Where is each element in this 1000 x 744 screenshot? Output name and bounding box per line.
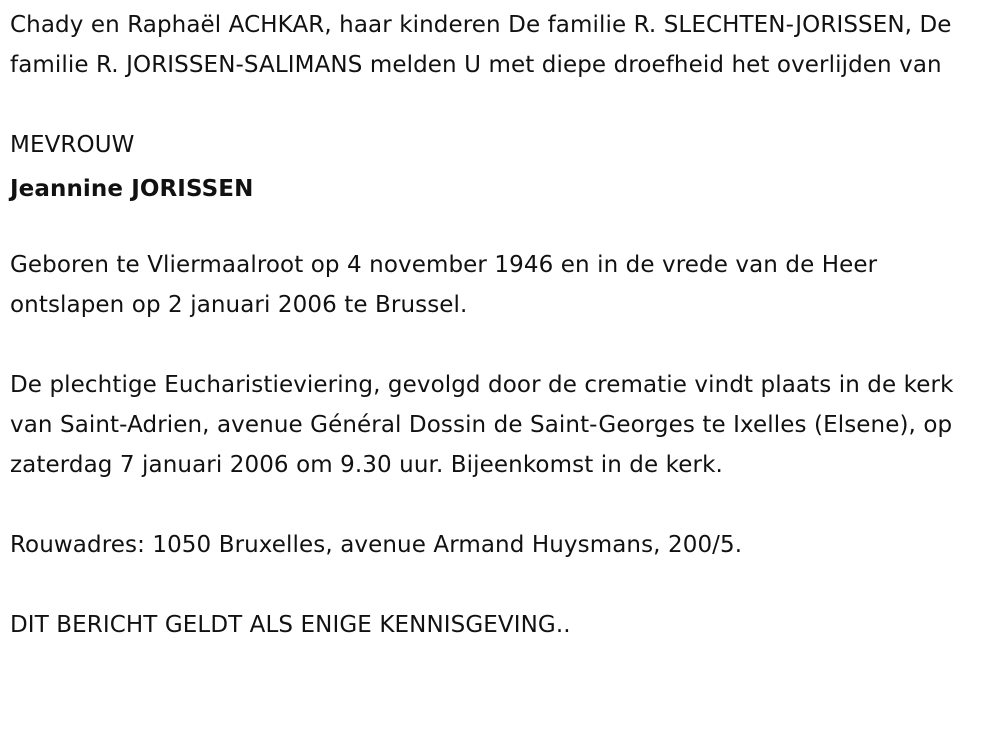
spacer: [10, 485, 990, 525]
salutation: MEVROUW: [10, 132, 135, 158]
spacer: [10, 565, 990, 605]
spacer: [10, 85, 990, 125]
deceased-name: Jeannine JORISSEN: [10, 176, 254, 202]
spacer: [10, 325, 990, 365]
death-notice: [10, 5, 990, 645]
intro-paragraph: Chady en Raphaël ACHKAR, haar kinderen De familie R. SLECHTEN-JORISSEN, De familie R. JORISSEN-SALIMANS melden U met diepe droefheid het overlijden van: [10, 12, 952, 78]
ceremony-paragraph: De plechtige Eucharistieviering, gevolgd door de crematie vindt plaats in de kerk van Saint-Adrien, avenue Général Dossin de Saint-Georges te Ixelles (Elsene), op zaterdag 7 januari 2006 om 9.30 uur. Bijeenkomst in de kerk.: [10, 372, 954, 478]
address-paragraph: Rouwadres: 1050 Bruxelles, avenue Armand Huysmans, 200/5.: [10, 532, 743, 558]
birth-death-paragraph: Geboren te Vliermaalroot op 4 november 1946 en in de vrede van de Heer ontslapen op 2 januari 2006 te Brussel.: [10, 252, 878, 318]
closing-paragraph: DIT BERICHT GELDT ALS ENIGE KENNISGEVING..: [10, 612, 571, 638]
